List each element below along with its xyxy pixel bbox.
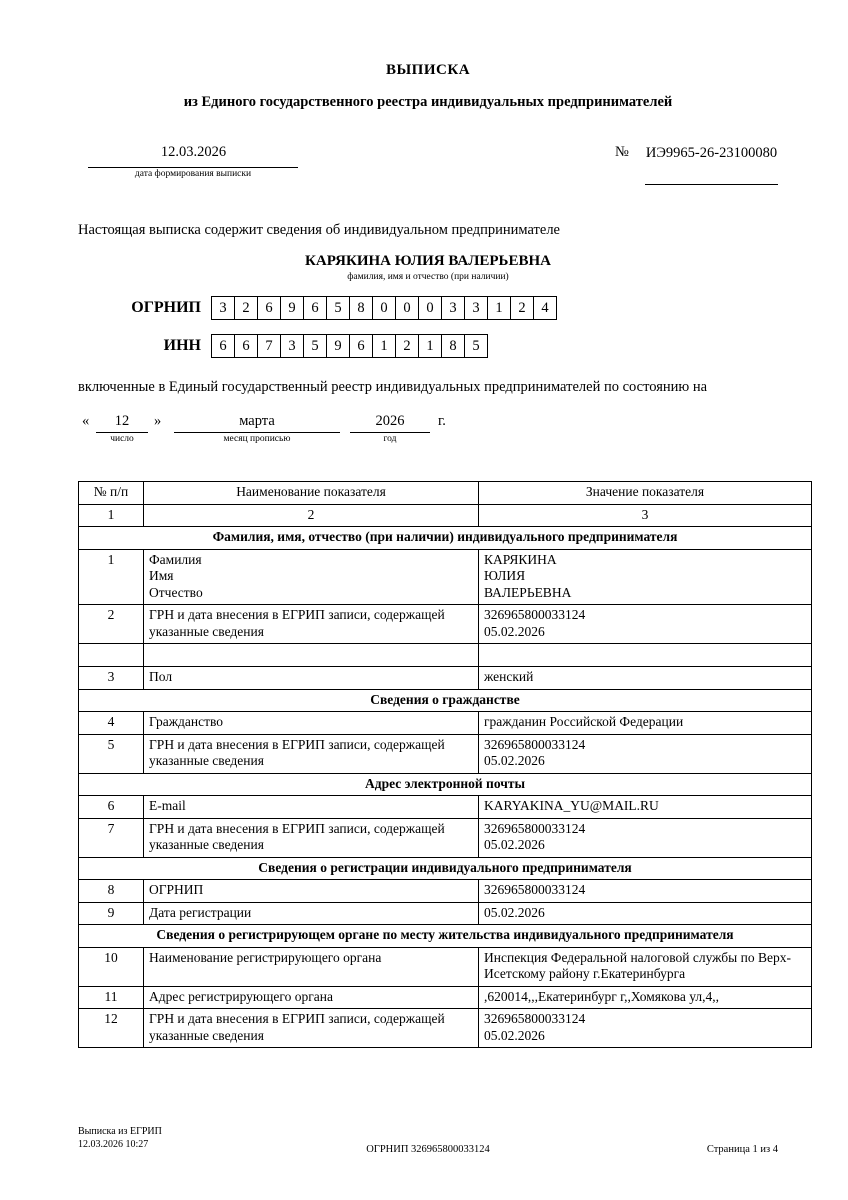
digit-cell: 6	[257, 296, 280, 320]
row-indicator-name: Фамилия Имя Отчество	[144, 549, 479, 605]
ogrnip-digit-boxes	[211, 296, 557, 320]
table-section-row	[79, 773, 812, 796]
row-indicator-value: 326965800033124 05.02.2026	[479, 605, 812, 644]
colnum-1: 1	[79, 504, 144, 527]
row-number: 7	[79, 818, 144, 857]
table-row	[79, 734, 812, 773]
row-number: 8	[79, 880, 144, 903]
digit-cell: 0	[395, 296, 418, 320]
row-indicator-name: ГРН и дата внесения в ЕГРИП записи, содержащей указанные сведения	[144, 734, 479, 773]
digit-cell: 5	[464, 334, 488, 358]
row-number: 10	[79, 947, 144, 986]
digit-cell: 9	[280, 296, 303, 320]
section-title: Сведения о регистрирующем органе по месту жительства индивидуального предпринимателя	[79, 925, 812, 948]
row-number: 1	[79, 549, 144, 605]
digit-cell: 1	[372, 334, 395, 358]
digit-cell: 2	[395, 334, 418, 358]
spacer-cell-value	[479, 644, 812, 667]
row-number: 5	[79, 734, 144, 773]
table-section-row	[79, 925, 812, 948]
intro-paragraph: Настоящая выписка содержит сведения об индивидуальном предпринимателе	[78, 222, 560, 238]
row-indicator-name: Адрес регистрирующего органа	[144, 986, 479, 1009]
page-subtitle: из Единого государственного реестра индивидуальных предпринимателей	[183, 94, 673, 110]
digit-cell: 3	[211, 296, 234, 320]
year-value: 2026	[375, 413, 405, 429]
document-number-rule	[645, 184, 778, 185]
digit-cell: 8	[349, 296, 372, 320]
table-section-row	[79, 857, 812, 880]
digit-cell: 6	[303, 296, 326, 320]
inn-line	[78, 334, 778, 358]
row-indicator-name: Пол	[144, 667, 479, 690]
footer-page-number: Страница 1 из 4	[706, 1144, 778, 1155]
section-title: Адрес электронной почты	[79, 773, 812, 796]
digit-cell: 6	[349, 334, 372, 358]
row-indicator-name: Дата регистрации	[144, 902, 479, 925]
year-rule	[350, 432, 430, 433]
digit-cell: 8	[441, 334, 464, 358]
spacer-cell-name	[144, 644, 479, 667]
row-indicator-value: 326965800033124 05.02.2026	[479, 734, 812, 773]
formation-date-rule	[88, 167, 298, 168]
table-row	[79, 902, 812, 925]
document-number: ИЭ9965-26-23100080	[645, 145, 778, 161]
row-indicator-value: 326965800033124 05.02.2026	[479, 1009, 812, 1048]
digit-cell: 9	[326, 334, 349, 358]
row-indicator-name: Гражданство	[144, 712, 479, 735]
row-indicator-value: ,620014,,,Екатеринбург г,,Хомякова ул,4,,	[479, 986, 812, 1009]
digit-cell: 6	[211, 334, 234, 358]
column-header-value: Значение показателя	[479, 482, 812, 505]
number-label: №	[615, 144, 629, 160]
section-title: Сведения о регистрации индивидуального предпринимателя	[79, 857, 812, 880]
row-indicator-value: 326965800033124 05.02.2026	[479, 818, 812, 857]
day-rule	[96, 432, 148, 433]
digit-cell: 3	[441, 296, 464, 320]
egrip-table-body	[79, 482, 812, 1048]
row-number: 11	[79, 986, 144, 1009]
digit-cell: 2	[510, 296, 533, 320]
day-value: 12	[114, 413, 130, 429]
table-row	[79, 818, 812, 857]
month-rule	[174, 432, 340, 433]
table-row	[79, 880, 812, 903]
formation-date-caption: дата формирования выписки	[134, 169, 252, 179]
day-caption: число	[110, 434, 134, 444]
table-section-row	[79, 689, 812, 712]
digit-cell: 1	[487, 296, 510, 320]
document-content	[78, 0, 791, 1048]
table-row	[79, 947, 812, 986]
digit-cell: 3	[280, 334, 303, 358]
table-row	[79, 549, 812, 605]
row-number: 6	[79, 796, 144, 819]
month-caption: месяц прописью	[223, 434, 291, 444]
table-row	[79, 796, 812, 819]
row-number: 4	[79, 712, 144, 735]
footer-doc-kind: Выписка из ЕГРИП	[78, 1126, 162, 1137]
ogrnip-label: ОГРНИП	[131, 299, 201, 316]
row-indicator-name: ГРН и дата внесения в ЕГРИП записи, содержащей указанные сведения	[144, 1009, 479, 1048]
row-indicator-value: KARYAKINA_YU@MAIL.RU	[479, 796, 812, 819]
egrip-table	[78, 481, 812, 1048]
spacer-cell-num	[79, 644, 144, 667]
table-row	[79, 712, 812, 735]
row-indicator-value: Инспекция Федеральной налоговой службы по Верх-Исетскому району г.Екатеринбурга	[479, 947, 812, 986]
row-indicator-value: 326965800033124	[479, 880, 812, 903]
row-number: 3	[79, 667, 144, 690]
row-indicator-name: ГРН и дата внесения в ЕГРИП записи, содержащей указанные сведения	[144, 605, 479, 644]
digit-cell: 3	[464, 296, 487, 320]
table-spacer-row	[79, 644, 812, 667]
row-number: 2	[79, 605, 144, 644]
row-indicator-value: гражданин Российской Федерации	[479, 712, 812, 735]
row-indicator-value: женский	[479, 667, 812, 690]
row-indicator-value: КАРЯКИНА ЮЛИЯ ВАЛЕРЬЕВНА	[479, 549, 812, 605]
header-date-number-row	[78, 144, 778, 200]
quote-open: «	[82, 413, 90, 429]
table-section-row	[79, 527, 812, 550]
year-caption: год	[383, 434, 397, 444]
table-header-row	[79, 482, 812, 505]
entrepreneur-fullname: КАРЯКИНА ЮЛИЯ ВАЛЕРЬЕВНА	[305, 253, 551, 269]
year-suffix: г.	[438, 413, 446, 429]
column-header-name: Наименование показателя	[144, 482, 479, 505]
page-title: ВЫПИСКА	[385, 62, 471, 78]
date-in-words-row	[78, 413, 778, 455]
inn-label: ИНН	[163, 337, 201, 354]
colnum-2: 2	[144, 504, 479, 527]
row-indicator-name: E-mail	[144, 796, 479, 819]
row-number: 12	[79, 1009, 144, 1048]
digit-cell: 7	[257, 334, 280, 358]
digit-cell: 0	[372, 296, 395, 320]
footer-center: ОГРНИП 326965800033124	[366, 1144, 490, 1155]
digit-cell: 4	[533, 296, 557, 320]
colnum-3: 3	[479, 504, 812, 527]
digit-cell: 5	[326, 296, 349, 320]
ogrnip-line	[78, 296, 778, 320]
footer-timestamp: 12.03.2026 10:27	[78, 1139, 149, 1150]
inn-digit-boxes	[211, 334, 488, 358]
formation-date: 12.03.2026	[160, 144, 227, 160]
column-header-num: № п/п	[79, 482, 144, 505]
table-row	[79, 605, 812, 644]
row-indicator-name: Наименование регистрирующего органа	[144, 947, 479, 986]
table-row	[79, 1009, 812, 1048]
row-number: 9	[79, 902, 144, 925]
fullname-caption: фамилия, имя и отчество (при наличии)	[347, 272, 509, 282]
digit-cell: 0	[418, 296, 441, 320]
row-indicator-name: ОГРНИП	[144, 880, 479, 903]
section-title: Сведения о гражданстве	[79, 689, 812, 712]
table-row	[79, 667, 812, 690]
digit-cell: 5	[303, 334, 326, 358]
digit-cell: 6	[234, 334, 257, 358]
section-title: Фамилия, имя, отчество (при наличии) индивидуального предпринимателя	[79, 527, 812, 550]
table-colnum-row	[79, 504, 812, 527]
included-paragraph: включенные в Единый государственный реестр индивидуальных предпринимателей по состоянию на	[78, 379, 708, 395]
table-row	[79, 986, 812, 1009]
row-indicator-value: 05.02.2026	[479, 902, 812, 925]
digit-cell: 1	[418, 334, 441, 358]
row-indicator-name: ГРН и дата внесения в ЕГРИП записи, содержащей указанные сведения	[144, 818, 479, 857]
digit-cell: 2	[234, 296, 257, 320]
quote-close: »	[154, 413, 162, 429]
month-value: марта	[239, 413, 275, 429]
